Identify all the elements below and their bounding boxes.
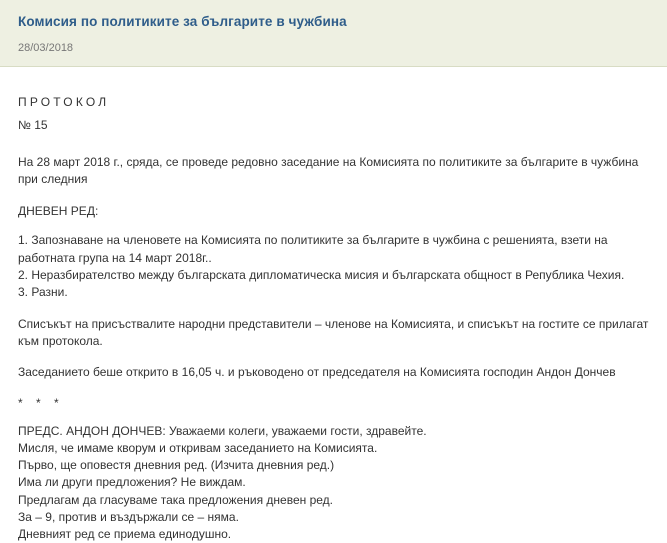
document-body bbox=[0, 67, 667, 543]
agenda-item: 1. Запознаване на членовете на Комисията по политиките за българите в чужбина с решенията, взети на работната група на 14 март 2018г.. bbox=[18, 233, 608, 265]
attendance-note: Списъкът на присъствалите народни представители – членове на Комисията, и списъкът на гостите се прилагат към протокола. bbox=[18, 316, 649, 349]
speech-transcript bbox=[18, 423, 649, 543]
page-title: Комисия по политиките за българите в чужбина bbox=[18, 14, 347, 29]
document-number: № 15 bbox=[18, 117, 48, 132]
intro-paragraph: На 28 март 2018 г., сряда, се проведе редовно заседание на Комисията по политиките за българите в чужбина при следния bbox=[18, 154, 639, 187]
document-kicker: ПРОТОКОЛ bbox=[18, 95, 110, 110]
speech-line: Първо, ще оповестя дневния ред. (Изчита дневния ред.) bbox=[18, 458, 335, 473]
agenda-heading: ДНЕВЕН РЕД: bbox=[18, 203, 99, 218]
speech-line: ПРЕДС. АНДОН ДОНЧЕВ: Уважаеми колеги, уважаеми гости, здравейте. bbox=[18, 423, 427, 438]
page-header bbox=[0, 0, 667, 67]
agenda-list bbox=[18, 232, 649, 302]
agenda-item: 2. Неразбирателство между българската дипломатическа мисия и българската общност в Република Чехия. bbox=[18, 267, 625, 282]
opening-statement: Заседанието беше открито в 16,05 ч. и ръководено от председателя на Комисията господин Андон Дончев bbox=[18, 365, 616, 380]
speech-line: Има ли други предложения? Не виждам. bbox=[18, 475, 246, 490]
page-date: 28/03/2018 bbox=[18, 42, 74, 55]
agenda-item: 3. Разни. bbox=[18, 285, 68, 300]
speech-line: Мисля, че имаме кворум и откривам заседанието на Комисията. bbox=[18, 441, 378, 456]
section-separator: * * * bbox=[18, 395, 64, 410]
speech-line: Дневният ред се приема единодушно. bbox=[18, 526, 232, 541]
speech-line: За – 9, против и въздържали се – няма. bbox=[18, 509, 239, 524]
speech-line: Предлагам да гласуваме така предложения дневен ред. bbox=[18, 492, 334, 507]
